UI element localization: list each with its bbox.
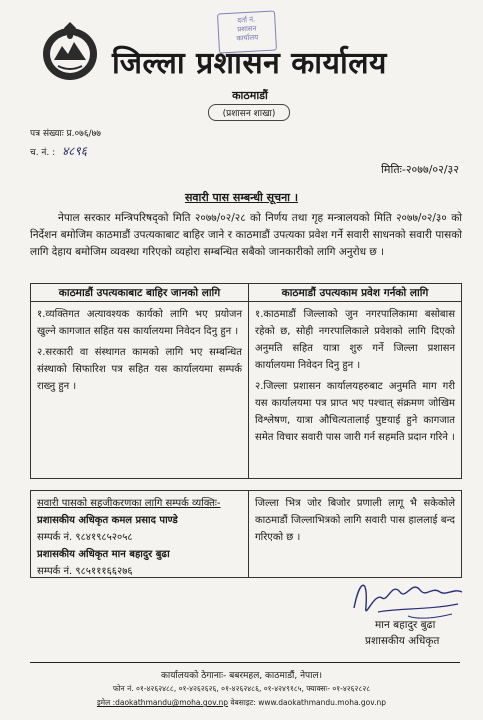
contact-heading: सवारी पासको सहजीकरणका लागि सम्पर्क व्यक्तिः- <box>37 498 221 509</box>
footer-address: कार्यालयको ठेगानाः- बबरमहल, काठमाडौं, नेपाल। <box>160 671 323 681</box>
fiscal-reference: पत्र संख्याः प्र.०७६/७७ <box>30 129 101 139</box>
dispatch-label: च. नं. : <box>30 148 56 158</box>
office-section: (प्रशासन शाखा) <box>208 104 290 121</box>
inbound-item: २.जिल्ला प्रशासन कार्यालयहरुबाट अनुमति माग गरी यस कार्यालयमा पत्र प्राप्त भए पश्चात् संक्रमण जोखिम विश्लेषण, यात्रा औचित्यतालाई पुष्टयाई हुने कागजात समेत विचार सवारी पास जारी गर्न सहमति प्रदान गरिने । <box>255 381 455 443</box>
stamp-line: दर्ता नं. <box>237 15 256 25</box>
odd-even-notice: जिल्ला भित्र जोर बिजोर प्रणाली लागू भै सकेकोले काठमाडौं जिल्लाभित्रको लागि सवारी पास हाललाई बन्द गरिएको छ । <box>255 498 455 543</box>
office-city: काठमाडौं <box>232 89 268 102</box>
signatory-name: मान बहादुर बुढा <box>375 619 436 631</box>
pass-requirements-table <box>30 283 462 479</box>
contact-table <box>30 490 462 578</box>
issue-date: मितिः-२०७७/०२/३२ <box>381 163 459 176</box>
inbound-column <box>249 302 461 478</box>
footer-website[interactable]: वेबसाइट: www.daokathmandu.moha.gov.np <box>230 698 387 707</box>
signatory-role: प्रशासकीय अधिकृत <box>365 635 440 647</box>
footer-phones: फोन नं. ०१-४२६२४८८, ०१-४२६२६२६, ०१-४२६२४८६, ०१-४२४९१८५, फ्याक्सः- ०१-४२६२८२८ <box>112 684 371 693</box>
contact-person: प्रशासकीय अधिकृत मान बहादुर बुढा <box>37 549 170 560</box>
contact-column <box>31 491 249 577</box>
contact-phone: सम्पर्क नं. ९८५१११६६२७६ <box>37 566 133 577</box>
footer-contact <box>0 698 483 708</box>
footer-divider <box>30 662 460 663</box>
outbound-header: काठमाडौं उपत्यकाबाट बाहिर जानको लागि <box>31 284 249 302</box>
dispatch-reference <box>30 142 87 159</box>
stamp-line: प्रशासन <box>237 24 257 34</box>
outbound-column <box>31 302 249 478</box>
contact-person: प्रशासकीय अधिकृत कमल प्रसाद पाण्डे <box>37 515 178 526</box>
notice-body: नेपाल सरकार मन्त्रिपरिषद्को मिति २०७७/०२/२८ को निर्णय तथा गृह मन्त्रालयको मिति २०७७/०२/३० को निर्देशन बमोजिम काठमाडौं उपत्यकाबाट बाहिर जाने र काठमाडौं उपत्यका प्रवेश गर्ने सवारी साधनको सवारी पासको लागि देहाय बमोजिम व्यवस्था गरिएको व्यहोरा सम्बन्धित सबैको जानकारीको लागि अनुरोध छ । <box>30 212 462 258</box>
notice-subject: सवारी पास सम्बन्धी सूचना । <box>184 191 299 204</box>
inbound-item: १.काठमाडौं जिल्लाको जुन नगरपालिकामा बसोबास रहेको छ, सोही नगरपालिकाले प्रवेशको लागि दिएको अनुमति सहित यात्रा शुरु गर्ने जिल्ला प्रशासन कार्यालयमा निवेदन दिनु हुन । <box>255 309 455 371</box>
office-title: जिल्ला प्रशासन कार्यालय <box>112 46 387 81</box>
contact-phone: सम्पर्क नं. ९८४१९८५२०५८ <box>37 532 133 543</box>
dispatch-number: ४८९६ <box>62 144 88 158</box>
inbound-header: काठमाडौं उपत्यकाम प्रवेश गर्नको लागि <box>249 284 461 302</box>
outbound-item: २.सरकारी वा संस्थागत कामको लागि भए सम्बन्धित संस्थाको सिफारिश पत्र सहित यस कार्यालयमा सम्पर्क राख्नु हुन । <box>37 347 242 392</box>
nepal-emblem-icon <box>40 20 100 82</box>
footer-email[interactable]: इमेल :daokathmandu@moha.gov.np <box>96 698 228 707</box>
stamp-line: कार्यालय <box>236 33 259 43</box>
outbound-item: १.व्यक्तिगत अत्यावश्यक कार्यको लागि भए प्रयोजन खुल्ने कागजात सहित यस कार्यालयमा निवेदन दिनु हुन । <box>37 309 242 337</box>
